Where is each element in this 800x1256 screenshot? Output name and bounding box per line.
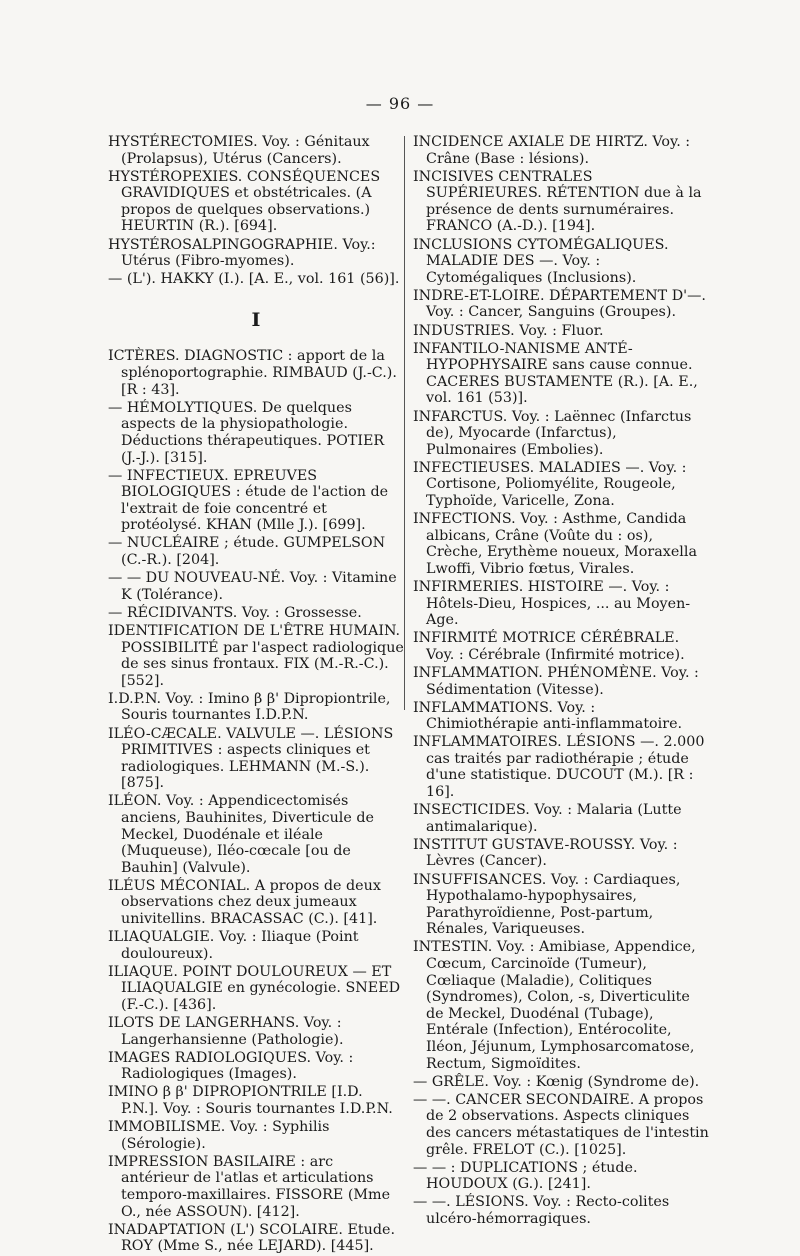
column-divider [404,136,405,710]
index-entry: ILIAQUALGIE. Voy. : Iliaque (Point douloureux). [108,929,359,962]
index-entry: — HÉMOLYTIQUES. De quelques aspects de la physiopathologie. Déductions thérapeutiques. POTIER (J.-J.). [315]. [108,399,385,466]
index-entry: INSUFFISANCES. Voy. : Cardiaques, Hypothalamo-hypophysaires, Parathyroïdienne, Post-partum, Rénales, Variqueuses. [413,871,681,938]
index-entry: INFLAMMATIONS. Voy. : Chimiothérapie anti-inflammatoire. [413,699,683,733]
index-entry: — RÉCIDIVANTS. Voy. : Grossesse. [108,604,362,621]
index-entry: INDRE-ET-LOIRE. DÉPARTEMENT D'—. Voy. : Cancer, Sanguins (Groupes). [413,287,706,321]
left-column [108,134,404,1256]
index-entry: — —. CANCER SECONDAIRE. A propos de 2 observations. Aspects cliniques des cancers métastatiques de l'intestin grêle. FRELOT (C.). [1025]. [413,1091,709,1158]
index-entry: ILÉO-CÆCALE. VALVULE —. LÉSIONS PRIMITIVES : aspects cliniques et radiologiques. LEHMANN (M.-S.). [875]. [108,725,394,792]
index-entry: HYSTÉRECTOMIES. Voy. : Génitaux (Prolapsus), Utérus (Cancers). [108,134,370,167]
index-entry: — INFECTIEUX. EPREUVES BIOLOGIQUES : étude de l'action de l'extrait de foie concentré et protéolysé. KHAN (Mlle J.). [699]. [108,467,389,534]
index-entry: ILIAQUE. POINT DOULOUREUX — ET ILIAQUALGIE en gynécologie. SNEED (F.-C.). [436]. [108,963,401,1013]
index-entry: INTESTIN. Voy. : Amibiase, Appendice, Cœcum, Carcinoïde (Tumeur), Cœliaque (Maladie), Colitiques (Syndromes), Colon, -s, Diverticulite de Meckel, Duodénal (Tubage), Entérale (Infection), Entérocolite, Iléon, Jéjunum, Lymphosarcomatose, Rectum, Sigmoïdites. [413,939,696,1072]
index-entry: — (L'). HAKKY (I.). [A. E., vol. 161 (56)]. [108,271,400,288]
right-column [413,134,709,1229]
page-number: — 96 — [365,94,435,113]
index-entry: INFECTIONS. Voy. : Asthme, Candida albicans, Crâne (Voûte du : os), Crèche, Erythème noueux, Moraxella Lwoffi, Vibrio fœtus, Virales. [413,511,697,577]
index-entry: INFANTILO-NANISME ANTÉ-HYPOPHYSAIRE sans cause connue. CACERES BUSTAMENTE (R.). [A. E., vol. 161 (53)]. [413,340,698,407]
index-entry: INFLAMMATOIRES. LÉSIONS —. 2.000 cas traités par radiothérapie ; étude d'une statistique. DUCOUT (M.). [R : 16]. [413,734,705,801]
index-entry: INSTITUT GUSTAVE-ROUSSY. Voy. : Lèvres (Cancer). [413,836,678,870]
index-entry: IMMOBILISME. Voy. : Syphilis (Sérologie). [108,1119,330,1152]
index-entry: INCLUSIONS CYTOMÉGALIQUES. MALADIE DES —. Voy. : Cytomégaliques (Inclusions). [413,236,669,286]
index-entry: — — DU NOUVEAU-NÉ. Voy. : Vitamine K (Tolérance). [108,570,397,603]
index-entry: INDUSTRIES. Voy. : Fluor. [413,322,604,339]
index-entry: HYSTÉROPEXIES. CONSÉQUENCES GRAVIDIQUES et obstétricales. (A propos de quelques observations.) HEURTIN (R.). [694]. [108,168,381,235]
index-entry: INSECTICIDES. Voy. : Malaria (Lutte antimalarique). [413,802,682,835]
index-entry: ILÉUS MÉCONIAL. A propos de deux observations chez deux jumeaux univitellins. BRACASSAC (C.). [41]. [108,877,381,928]
index-entry: INFARCTUS. Voy. : Laënnec (Infarctus de), Myocarde (Infarctus), Pulmonaires (Embolies). [413,408,692,458]
section-letter: I [251,308,261,331]
index-entry: INFIRMITÉ MOTRICE CÉRÉBRALE. Voy. : Cérébrale (Infirmité motrice). [413,630,685,663]
index-entry: ICTÈRES. DIAGNOSTIC : apport de la splénoportographie. RIMBAUD (J.-C.). [R : 43]. [108,348,397,398]
index-entry: INFIRMERIES. HISTOIRE —. Voy. : Hôtels-Dieu, Hospices, ... au Moyen-Age. [413,578,691,629]
index-entry: IMINO β β' DIPROPIONTRILE [I.D. P.N.]. Voy. : Souris tournantes I.D.P.N. [108,1084,393,1118]
index-entry: — NUCLÉAIRE ; étude. GUMPELSON (C.-R.). [204]. [108,535,386,569]
index-entry: INADAPTATION (L') SCOLAIRE. Etude. ROY (Mme S., née LEJARD). [445]. [108,1221,396,1255]
index-entry: IMAGES RADIOLOGIQUES. Voy. : Radiologiques (Images). [108,1049,354,1083]
index-entry: — GRÊLE. Voy. : Kœnig (Syndrome de). [413,1073,700,1090]
index-entry: INFECTIEUSES. MALADIES —. Voy. : Cortisone, Poliomyélite, Rougeole, Typhoïde, Varicelle, Zona. [413,459,687,509]
index-entry: I.D.P.N. Voy. : Imino β β' Dipropiontrile, Souris tournantes I.D.P.N. [108,690,391,724]
index-entry: IDENTIFICATION DE L'ÊTRE HUMAIN. POSSIBILITÉ par l'aspect radiologique de ses sinus frontaux. FIX (M.-R.-C.). [552]. [108,622,404,689]
index-entry: INCIDENCE AXIALE DE HIRTZ. Voy. : Crâne (Base : lésions). [413,134,691,167]
index-entry: IMPRESSION BASILAIRE : arc antérieur de l'atlas et articulations temporo-maxillaires. FISSORE (Mme O., née ASSOUN). [412]. [108,1153,391,1220]
index-entry: — —. LÉSIONS. Voy. : Recto-colites ulcéro-hémorragiques. [413,1194,670,1227]
index-entry: ILÉON. Voy. : Appendicectomisés anciens, Bauhinites, Diverticule de Meckel, Duodénale et iléale (Muqueuse), Iléo-cœcale [ou de Bauhin] (Valvule). [108,793,374,876]
index-entry: HYSTÉROSALPINGOGRAPHIE. Voy.: Utérus (Fibro-myomes). [108,236,376,270]
index-entry: ILOTS DE LANGERHANS. Voy. : Langerhansienne (Pathologie). [108,1015,344,1048]
index-entry: — — : DUPLICATIONS ; étude. HOUDOUX (G.). [241]. [413,1159,638,1193]
index-entry: INCISIVES CENTRALES SUPÉRIEURES. RÉTENTION due à la présence de dents surnuméraires. FRANCO (A.-D.). [194]. [413,168,702,235]
index-entry: INFLAMMATION. PHÉNOMÈNE. Voy. : Sédimentation (Vitesse). [413,664,699,698]
